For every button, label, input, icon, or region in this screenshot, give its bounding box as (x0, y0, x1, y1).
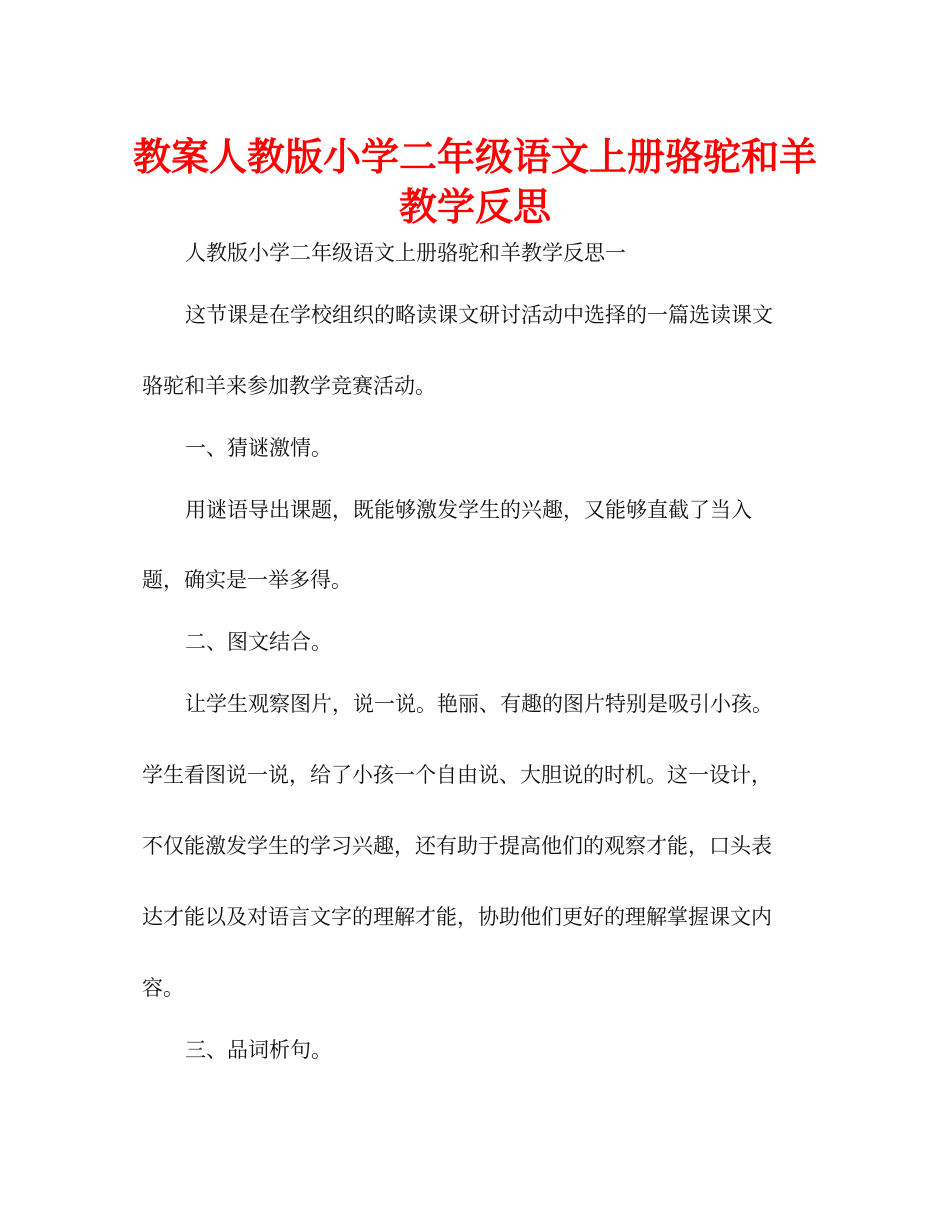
section-heading-3: 三、品词析句。 (185, 1038, 332, 1062)
paragraph-3-line-4: 达才能以及对语言文字的理解才能，协助他们更好的理解掌握课文内 (142, 905, 772, 929)
paragraph-3-line-1: 让学生观察图片，说一说。艳丽、有趣的图片特别是吸引小孩。 (185, 692, 773, 716)
subtitle-line: 人教版小学二年级语文上册骆驼和羊教学反思一 (185, 241, 626, 265)
section-heading-1: 一、猜谜激情。 (185, 436, 332, 460)
paragraph-3-line-5: 容。 (142, 976, 184, 1000)
paragraph-2-line-2: 题，确实是一举多得。 (142, 568, 352, 592)
paragraph-3-line-3: 不仅能激发学生的学习兴趣，还有助于提高他们的观察才能，口头表 (142, 834, 772, 858)
section-heading-2: 二、图文结合。 (185, 630, 332, 654)
title-line-2: 教学反思 (398, 185, 551, 229)
paragraph-2-line-1: 用谜语导出课题，既能够激发学生的兴趣，又能够直截了当入 (185, 498, 752, 522)
paragraph-1-line-2: 骆驼和羊来参加教学竞赛活动。 (142, 374, 436, 398)
paragraph-3-line-2: 学生看图说一说，给了小孩一个自由说、大胆说的时机。这一设计， (142, 763, 772, 787)
title-line-1: 教案人教版小学二年级语文上册骆驼和羊 (132, 135, 817, 179)
paragraph-1-line-1: 这节课是在学校组织的略读课文研讨活动中选择的一篇选读课文 (185, 303, 773, 327)
